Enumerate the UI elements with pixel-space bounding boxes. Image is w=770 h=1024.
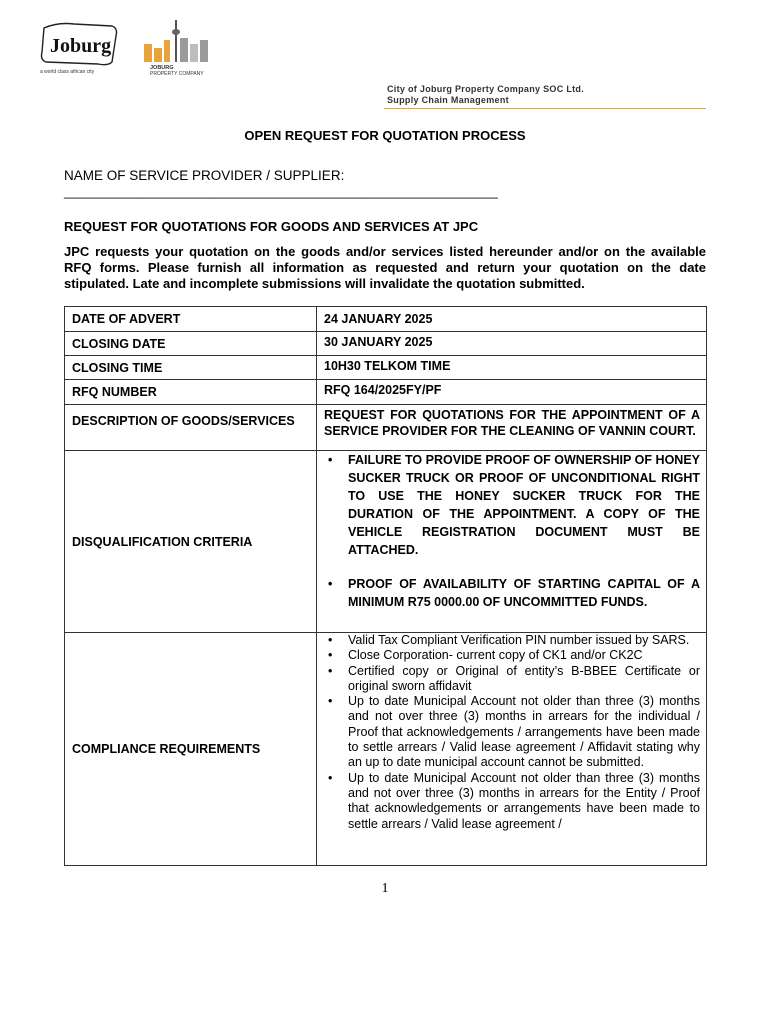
supplier-blank-line: ____________________________________________________________ (64, 184, 498, 199)
row-label-closing-time: CLOSING TIME (65, 356, 317, 380)
row-value-rfq-number: RFQ 164/2025FY/PF (317, 380, 707, 405)
list-item: • Certified copy or Original of entity’s B-BBEE Certificate or original sworn affidavit (328, 663, 700, 693)
row-label-description: DESCRIPTION OF GOODS/SERVICES (65, 405, 317, 451)
intro-paragraph: JPC requests your quotation on the goods and/or services listed hereunder and/or on the available RFQ forms. Please furnish all information as requested and return your quotation on the date stipulated. Late and incomplete submissions will invalidate the quotation submitted. (64, 244, 706, 291)
table-row (65, 307, 707, 332)
table-row (65, 332, 707, 356)
row-label-rfq-number: RFQ NUMBER (65, 380, 317, 405)
disqualification-list (324, 451, 700, 611)
list-item: • Up to date Municipal Account not older than three (3) months and not over three (3) months in arrears for the Entity / Proof that acknowledgements or arrangements have been made to settle arrears / Valid lease agreement / (328, 770, 700, 831)
bullet-icon: • (328, 577, 333, 591)
joburg-wordmark: Joburg (50, 35, 112, 57)
row-value-description: REQUEST FOR QUOTATIONS FOR THE APPOINTMENT OF A SERVICE PROVIDER FOR THE CLEANING OF VANNIN COURT. (317, 405, 707, 451)
department-name: Supply Chain Management (387, 95, 509, 105)
row-label-compliance: COMPLIANCE REQUIREMENTS (65, 633, 317, 866)
document-title: OPEN REQUEST FOR QUOTATION PROCESS (244, 128, 526, 143)
table-row (65, 380, 707, 405)
jpc-logo-line2: PROPERTY COMPANY (150, 71, 204, 77)
row-value-disqualification (317, 451, 707, 633)
row-label-closing-date: CLOSING DATE (65, 332, 317, 356)
rfq-details-table (64, 306, 707, 866)
row-value-closing-date: 30 JANUARY 2025 (317, 332, 707, 356)
row-label-disqualification: DISQUALIFICATION CRITERIA (65, 451, 317, 633)
header-info (387, 84, 584, 106)
bullet-icon: • (328, 648, 333, 663)
row-value-date-of-advert: 24 JANUARY 2025 (317, 307, 707, 332)
bullet-icon: • (328, 770, 333, 785)
bullet-icon: • (328, 694, 333, 709)
bullet-icon: • (328, 453, 333, 467)
jpc-logo (140, 18, 216, 76)
row-value-closing-time: 10H30 TELKOM TIME (317, 356, 707, 380)
joburg-logo (38, 18, 120, 76)
page-number: 1 (381, 881, 389, 896)
supplier-label: NAME OF SERVICE PROVIDER / SUPPLIER: (64, 168, 345, 183)
section-heading: REQUEST FOR QUOTATIONS FOR GOODS AND SERVICES AT JPC (64, 219, 479, 234)
list-item: • Valid Tax Compliant Verification PIN number issued by SARS. (328, 633, 690, 647)
list-item: • FAILURE TO PROVIDE PROOF OF OWNERSHIP OF HONEY SUCKER TRUCK OR PROOF OF UNCONDITIONAL RIGHT TO USE THE HONEY SUCKER TRUCK FOR THE DURATION OF THE APPOINTMENT. A COPY OF THE VEHICLE REGISTRATION DOCUMENT MUST BE ATTACHED. (328, 453, 700, 557)
bullet-icon: • (328, 663, 333, 678)
compliance-list (324, 633, 700, 832)
header-divider (384, 108, 706, 109)
row-value-compliance (317, 633, 707, 866)
jpc-logo-line1: JOBURG (150, 65, 174, 71)
list-item: • Up to date Municipal Account not older than three (3) months and not over three (3) months in arrears for the individual / Proof that acknowledgements / arrangements have been made to settle arrears / Valid lease agreement / Affidavit stating why an up to date municipal account cannot be submitted. (328, 694, 700, 770)
bullet-icon: • (328, 633, 333, 647)
table-row (65, 405, 707, 451)
list-item: • Close Corporation- current copy of CK1 and/or CK2C (328, 648, 643, 663)
company-name: City of Joburg Property Company SOC Ltd. (387, 84, 585, 94)
list-item: • PROOF OF AVAILABILITY OF STARTING CAPITAL OF A MINIMUM R75 0000.00 OF UNCOMMITTED FUNDS. (328, 577, 700, 609)
table-row (65, 451, 707, 633)
joburg-tagline: a world class african city (40, 69, 95, 75)
table-row (65, 633, 707, 866)
table-row (65, 356, 707, 380)
row-label-date-of-advert: DATE OF ADVERT (65, 307, 317, 332)
